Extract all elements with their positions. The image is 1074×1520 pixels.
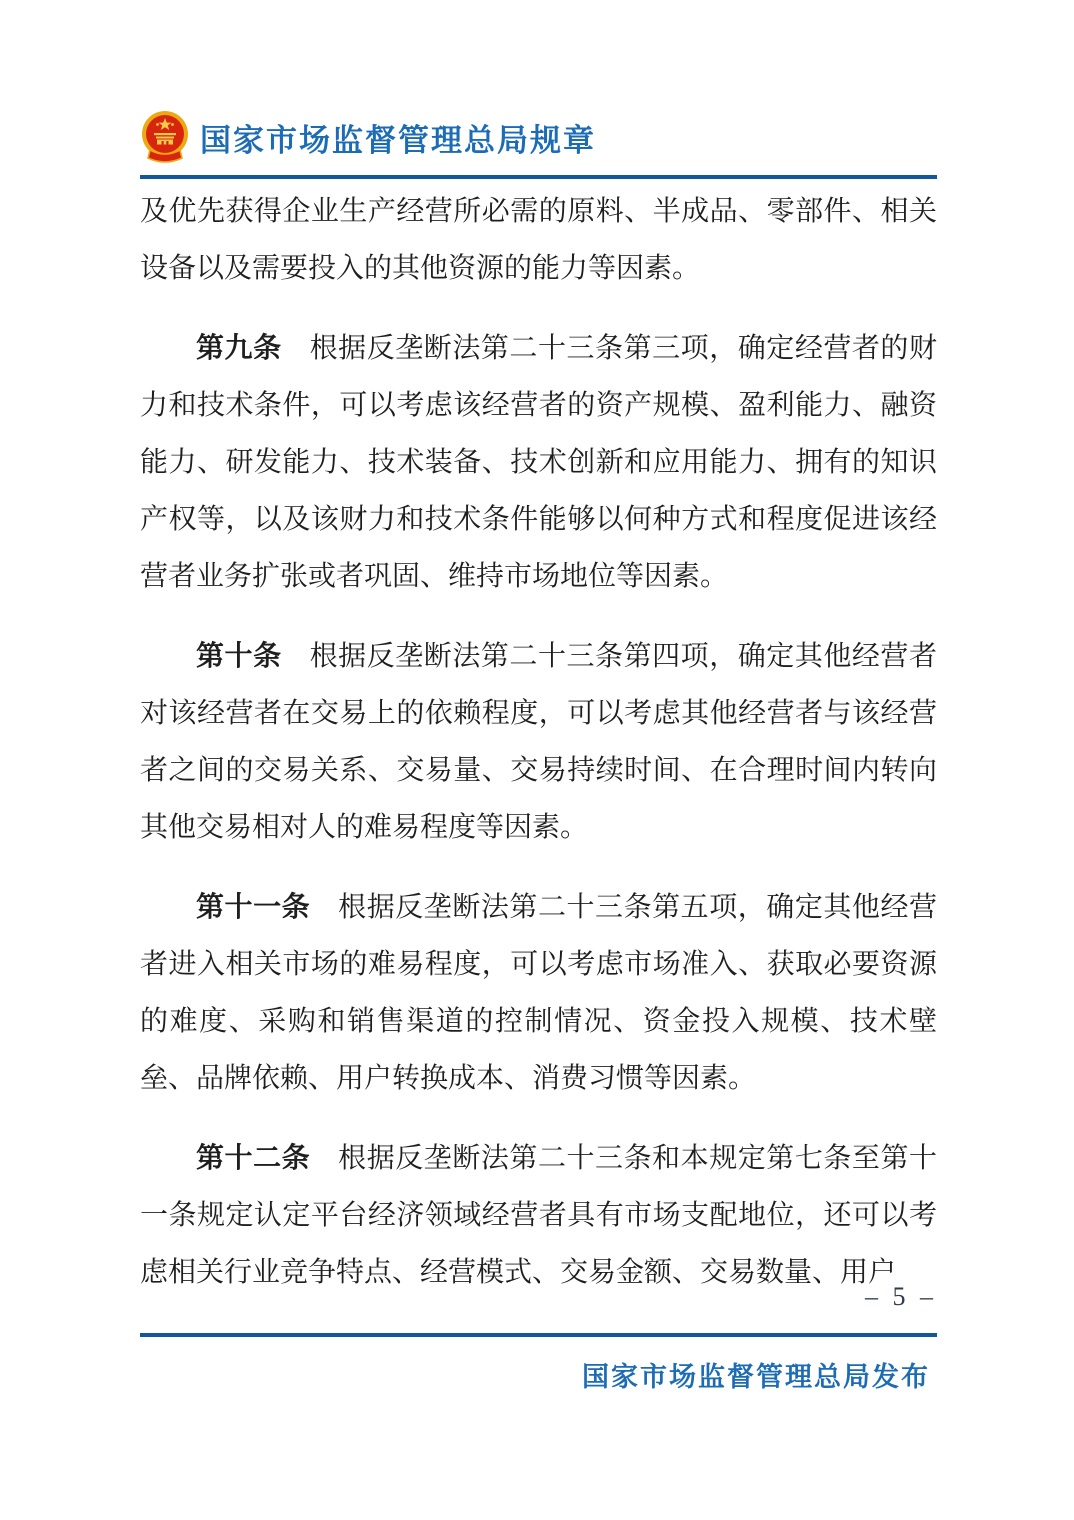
- paragraph-text: 根据反垄断法第二十三条第三项，确定经营者的财力和技术条件，可以考虑该经营者的资产规模、盈利能力、融资能力、研发能力、技术装备、技术创新和应用能力、拥有的知识产权等，以及该财力和技术条件能够以何种方式和程度促进该经营者业务扩张或者巩固、维持市场地位等因素。: [140, 333, 937, 592]
- article-heading: 第十一条: [196, 891, 311, 922]
- footer-rule: [140, 1333, 937, 1337]
- paragraph-continuation: [140, 182, 937, 297]
- paragraph-article-10: [140, 627, 937, 856]
- footer-publisher: 国家市场监督管理总局发布: [582, 1362, 930, 1392]
- document-body: [140, 182, 937, 1301]
- page-number: – 5 –: [865, 1282, 937, 1311]
- paragraph-text: 根据反垄断法第二十三条和本规定第七条至第十一条规定认定平台经济领域经营者具有市场支配地位，还可以考虑相关行业竞争特点、经营模式、交易金额、交易数量、用户: [140, 1143, 937, 1288]
- china-national-emblem-icon: [140, 110, 190, 164]
- paragraph-text: 及优先获得企业生产经营所必需的原料、半成品、零部件、相关设备以及需要投入的其他资源的能力等因素。: [140, 196, 937, 284]
- paragraph-article-9: [140, 319, 937, 605]
- paragraph-text: 根据反垄断法第二十三条第四项，确定其他经营者对该经营者在交易上的依赖程度，可以考虑其他经营者与该经营者之间的交易关系、交易量、交易持续时间、在合理时间内转向其他交易相对人的难易程度等因素。: [140, 641, 937, 843]
- article-heading: 第十条: [196, 640, 282, 671]
- article-heading: 第十二条: [196, 1142, 311, 1173]
- document-header: [140, 110, 937, 164]
- article-heading: 第九条: [196, 332, 282, 363]
- header-rule: [140, 175, 937, 179]
- paragraph-article-11: [140, 878, 937, 1107]
- paragraph-text: 根据反垄断法第二十三条第五项，确定其他经营者进入相关市场的难易程度，可以考虑市场准入、获取必要资源的难度、采购和销售渠道的控制情况、资金投入规模、技术壁垒、品牌依赖、用户转换成本、消费习惯等因素。: [140, 892, 937, 1094]
- paragraph-article-12: [140, 1129, 937, 1301]
- header-title: 国家市场监督管理总局规章: [200, 122, 596, 158]
